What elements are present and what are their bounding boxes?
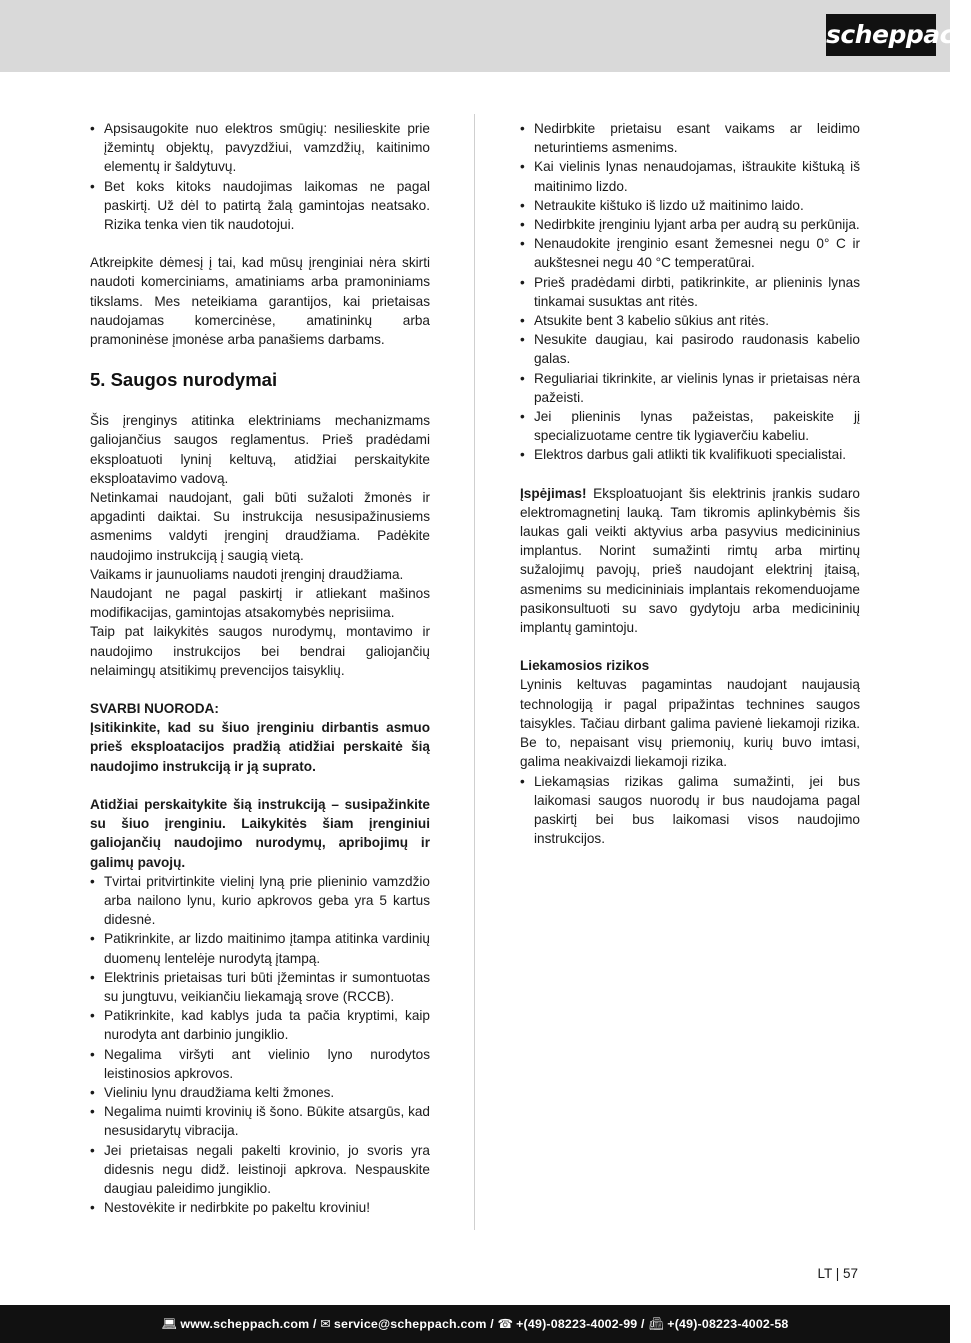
section-paragraph: Šis įrenginys atitinka elektriniams mechanizmams galiojančius saugos reglamentus. Prieš pradėdami eksploatuoti lyninį keltuvą, atidžiai perskaitykite eksploatavimo vadovą.	[90, 413, 430, 486]
list-item: • Negalima viršyti ant vielinio lyno nurodytos leistinosios apkrovos.	[90, 1045, 430, 1083]
section-title: 5. Saugos nurodymai	[90, 369, 278, 391]
list-item: • Liekamąsias rizikas galima sumažinti, jei bus laikomasi saugos nuorodų ir bus naudojama pagal paskirtį bei bus laikomasi visos naudojimo instrukcijos.	[520, 772, 860, 849]
section-paragraph: Netinkamai naudojant, gali būti sužaloti žmonės ir apgadinti daiktai. Su instrukcija nesusipažinusiems asmenims valdyti įrenginį draudžiama. Padėkite naudojimo instrukciją į saugią vietą.	[90, 490, 430, 563]
list-item: • Atsukite bent 3 kabelio sūkius ant ritės.	[520, 311, 860, 330]
footer-fax: +(49)-08223-4002-58	[667, 1317, 789, 1331]
footer-email-link[interactable]: service@scheppach.com	[333, 1317, 487, 1331]
page-footer	[0, 1305, 950, 1343]
computer-icon: 💻︎	[161, 1317, 178, 1331]
mail-icon: ✉︎	[320, 1317, 331, 1331]
warning-text: Eksploatuojant šis elektrinis įrankis sudaro elektromagnetinį lauką. Tam tikromis aplinkybėmis šis laukas gali veikti aktyvius arba pasyvius medicininius implantus. Norint sumažinti rimtų arba mirtinų sužalojimų pavojų, prieš naudojant elektrinį įtaisą, asmenims su medicininiais implantais rekomenduojame pasikonsultuoti su savo gydytoju arba medicininių implantų gamintoju.	[520, 485, 860, 636]
list-item: • Nedirbkite įrenginiu lyjant arba per audrą su perkūnija.	[520, 215, 860, 234]
list-item: • Apsisaugokite nuo elektros smūgių: nesilieskite prie įžemintų objektų, pavyzdžiui, vamzdžių, kaitinimo elementų ir šaldytuvų.	[90, 119, 430, 177]
list-item: • Nestovėkite ir nedirbkite po pakeltu kroviniu!	[90, 1198, 430, 1217]
right-column	[520, 119, 860, 848]
right-bullet-list	[520, 119, 860, 465]
list-item: • Jei plieninis lynas pažeistas, pakeiskite jį specializuotame centre tik lygiaverčiu kabeliu.	[520, 407, 860, 445]
residual-risks-text: Lyninis keltuvas pagamintas naudojant naujausią technologiją ir pagal pripažintas technines saugos taisykles. Tačiau dirbant galima pavienė liekamoji rizika. Be to, nepaisant visų priemonių, kurių buvo imtasi, galima neakivaizdi liekamoji rizika.	[520, 677, 860, 770]
list-item: • Patikrinkite, ar lizdo maitinimo įtampa atitinka vardinių duomenų lentelėje nurodytą įtampą.	[90, 929, 430, 967]
column-divider	[474, 114, 475, 1230]
footer-separator: /	[486, 1317, 498, 1331]
intro-bullet-list	[90, 119, 430, 234]
page-number: LT | 57	[817, 1266, 858, 1281]
list-item: • Jei prietaisas negali pakelti krovinio, jo svoris yra didesnis negu didž. leistinoji apkrova. Nespauskite daugiau paleidimo jungiklio.	[90, 1141, 430, 1199]
list-item: • Nenaudokite įrenginio esant žemesnei negu 0° C ir aukštesnei negu 40 °C temperatūrai.	[520, 234, 860, 272]
safety-bullet-list	[90, 872, 430, 1218]
list-item: • Reguliariai tikrinkite, ar vielinis lynas ir prietaisas nėra pažeisti.	[520, 369, 860, 407]
warning-label: Įspėjimas!	[520, 485, 587, 501]
list-item: • Nesukite daugiau, kai pasirodo raudonasis kabelio galas.	[520, 330, 860, 368]
list-item: • Elektrinis prietaisas turi būti įžemintas ir sumontuotas su jungtuvu, veikiančiu liekamąją srove (RCCB).	[90, 968, 430, 1006]
important-text: Įsitikinkite, kad su šiuo įrenginiu dirbantis asmuo prieš eksploatacijos pradžią atidžiai perskaitė šią naudojimo instrukciją ir ją suprato.	[90, 720, 430, 774]
warning-paragraph	[520, 484, 860, 638]
list-item: • Vieliniu lynu draudžiama kelti žmones.	[90, 1083, 430, 1102]
read-instructions-text: Atidžiai perskaitykite šią instrukciją – susipažinkite su šiuo įrenginiu. Laikykitės šiam įrenginiui galiojančių naudojimo nurodymų, apribojimų ir galimų pavojų.	[90, 796, 430, 870]
section-paragraph: Naudojant ne pagal paskirtį ir atliekant mašinos modifikacijas, gamintojas atsakomybės neprisiima.	[90, 586, 430, 621]
section-paragraph: Vaikams ir jaunuoliams naudoti įrenginį draudžiama.	[90, 566, 404, 582]
footer-separator: /	[637, 1317, 649, 1331]
list-item: • Prieš pradėdami dirbti, patikrinkite, ar plieninis lynas tinkamai susuktas ant ritės.	[520, 273, 860, 311]
important-title: SVARBI NUORODA:	[90, 701, 219, 717]
list-item: • Netraukite kištuko iš lizdo už maitinimo laido.	[520, 196, 860, 215]
residual-bullet-list	[520, 772, 860, 849]
scheppach-logo: scheppach	[826, 14, 936, 56]
list-item: • Nedirbkite prietaisu esant vaikams ar leidimo neturintiems asmenims.	[520, 119, 860, 157]
page-header	[0, 0, 971, 72]
footer-website-link[interactable]: www.scheppach.com	[180, 1317, 310, 1331]
list-item: • Bet koks kitoks naudojimas laikomas ne pagal paskirtį. Už dėl to patirtą žalą gamintojas neatsako. Rizika tenka vien tik naudotojui.	[90, 177, 430, 235]
footer-separator: /	[309, 1317, 321, 1331]
left-column	[90, 119, 430, 1217]
list-item: • Negalima nuimti krovinių iš šono. Būkite atsargūs, kad nesusidarytų vibracija.	[90, 1102, 430, 1140]
notice-paragraph: Atkreipkite dėmesį į tai, kad mūsų įrenginiai nėra skirti naudoti komerciniams, amatiniams arba pramoniniams tikslams. Mes neteikiama garantijos, kai prietaisas naudojamas komercinėse, amatininkų arba pramoninėse įmonėse arba panašiems darbams.	[90, 255, 430, 348]
list-item: • Kai vielinis lynas nenaudojamas, ištraukite kištuką iš maitinimo lizdo.	[520, 157, 860, 195]
fax-icon: 📠︎	[648, 1317, 665, 1331]
list-item: • Elektros darbus gali atlikti tik kvalifikuoti specialistai.	[520, 445, 860, 464]
footer-phone: +(49)-08223-4002-99	[516, 1317, 638, 1331]
residual-risks-title: Liekamosios rizikos	[520, 658, 650, 674]
section-paragraph: Taip pat laikykitės saugos nurodymų, montavimo ir naudojimo instrukcijos bei bendrai galiojančių nelaimingų atsitikimų prevencijos taisyklių.	[90, 624, 430, 678]
list-item: • Tvirtai pritvirtinkite vielinį lyną prie plieninio vamzdžio arba nailono lynu, kurio apkrovos geba yra 5 kartus didesnė.	[90, 872, 430, 930]
list-item: • Patikrinkite, kad kablys juda ta pačia kryptimi, kaip nurodyta ant darbinio jungiklio.	[90, 1006, 430, 1044]
phone-icon: ☎︎	[497, 1317, 514, 1331]
